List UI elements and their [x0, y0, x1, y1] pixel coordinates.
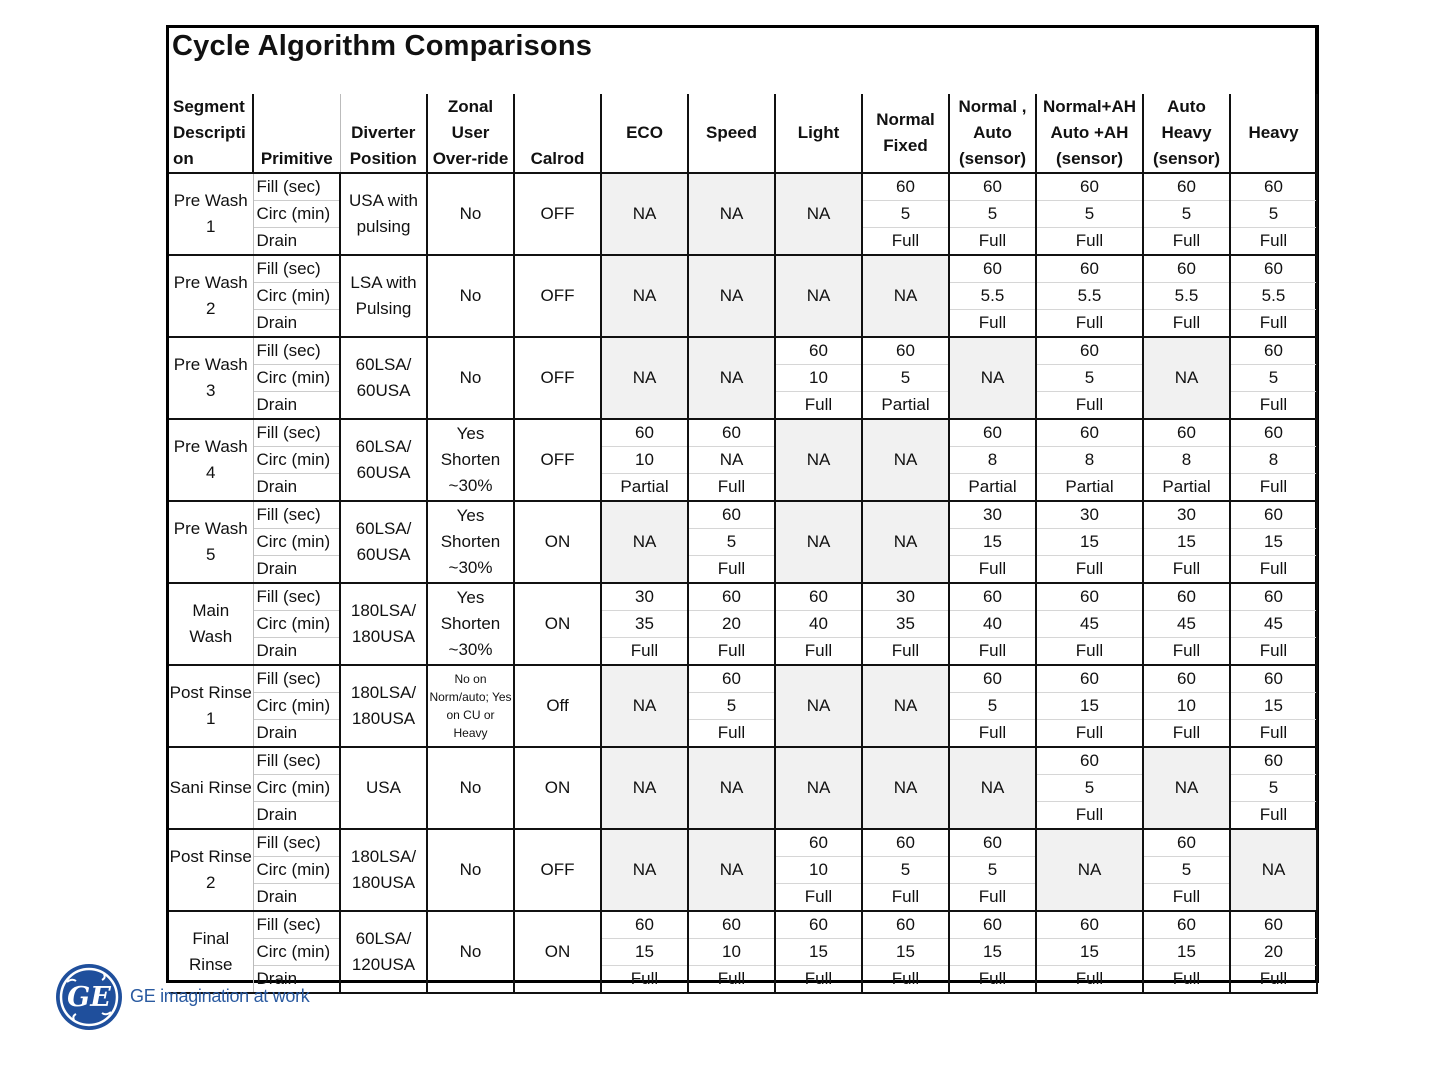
value-cell-auto-heavy: 60 — [1143, 829, 1230, 857]
value-cell-normal-fixed: 5 — [862, 365, 949, 392]
value-cell-auto-heavy: Partial — [1143, 474, 1230, 502]
value-cell-normal-fixed: 30 — [862, 583, 949, 611]
value-cell-heavy: Full — [1230, 720, 1317, 748]
diverter-cell: 180LSA/ 180USA — [340, 665, 427, 747]
value-cell-heavy: 5 — [1230, 201, 1317, 228]
value-cell-auto-heavy: 5.5 — [1143, 283, 1230, 310]
na-cell-light: NA — [775, 665, 862, 747]
value-cell-heavy: Full — [1230, 802, 1317, 830]
na-cell-speed: NA — [688, 255, 775, 337]
value-cell-heavy: 60 — [1230, 173, 1317, 201]
cycle-comparison-table — [169, 94, 1318, 994]
table-row — [169, 583, 1317, 611]
value-cell-normal-auto: Full — [949, 556, 1036, 584]
value-cell-normal-ah: 60 — [1036, 583, 1143, 611]
value-cell-normal-ah: Full — [1036, 228, 1143, 256]
value-cell-light: Full — [775, 966, 862, 994]
value-cell-normal-ah: 60 — [1036, 173, 1143, 201]
diverter-cell: 180LSA/ 180USA — [340, 583, 427, 665]
value-cell-auto-heavy: 60 — [1143, 173, 1230, 201]
value-cell-normal-ah: 5 — [1036, 775, 1143, 802]
value-cell-heavy: Full — [1230, 310, 1317, 338]
primitive-cell: Fill (sec) — [253, 501, 340, 529]
na-cell-normal-ah: NA — [1036, 829, 1143, 911]
primitive-cell: Fill (sec) — [253, 337, 340, 365]
value-cell-normal-auto: Full — [949, 884, 1036, 912]
calrod-cell: OFF — [514, 255, 601, 337]
value-cell-auto-heavy: 60 — [1143, 583, 1230, 611]
value-cell-speed: Full — [688, 638, 775, 666]
primitive-cell: Circ (min) — [253, 201, 340, 228]
calrod-cell: ON — [514, 583, 601, 665]
header-zonal: Zonal User Over-ride — [427, 94, 514, 173]
zonal-cell: No — [427, 173, 514, 255]
value-cell-normal-auto: 8 — [949, 447, 1036, 474]
value-cell-light: 60 — [775, 829, 862, 857]
segment-cell: Sani Rinse — [169, 747, 253, 829]
header-normal-auto: Normal , Auto (sensor) — [949, 94, 1036, 173]
segment-cell: Pre Wash 4 — [169, 419, 253, 501]
value-cell-normal-ah: Full — [1036, 802, 1143, 830]
value-cell-eco: 10 — [601, 447, 688, 474]
header-speed: Speed — [688, 94, 775, 173]
header-diverter: Diverter Position — [340, 94, 427, 173]
value-cell-speed: 5 — [688, 529, 775, 556]
value-cell-auto-heavy: 60 — [1143, 419, 1230, 447]
value-cell-normal-fixed: 15 — [862, 939, 949, 966]
header-heavy: Heavy — [1230, 94, 1317, 173]
diverter-cell: LSA with Pulsing — [340, 255, 427, 337]
value-cell-normal-auto: 5.5 — [949, 283, 1036, 310]
logo-text: GE — [67, 982, 111, 1013]
value-cell-heavy: 5.5 — [1230, 283, 1317, 310]
na-cell-normal-fixed: NA — [862, 501, 949, 583]
calrod-cell: OFF — [514, 337, 601, 419]
value-cell-normal-ah: 5.5 — [1036, 283, 1143, 310]
header-normal-ah: Normal+AH Auto +AH (sensor) — [1036, 94, 1143, 173]
value-cell-normal-ah: Full — [1036, 556, 1143, 584]
primitive-cell: Fill (sec) — [253, 911, 340, 939]
calrod-cell: OFF — [514, 173, 601, 255]
na-cell-normal-fixed: NA — [862, 665, 949, 747]
table-row — [169, 419, 1317, 447]
na-cell-eco: NA — [601, 829, 688, 911]
value-cell-normal-ah: Full — [1036, 966, 1143, 994]
zonal-cell: No — [427, 911, 514, 993]
value-cell-heavy: 60 — [1230, 583, 1317, 611]
primitive-cell: Fill (sec) — [253, 419, 340, 447]
primitive-cell: Circ (min) — [253, 775, 340, 802]
primitive-cell: Drain — [253, 392, 340, 420]
value-cell-normal-ah: 15 — [1036, 939, 1143, 966]
na-cell-light: NA — [775, 419, 862, 501]
na-cell-speed: NA — [688, 173, 775, 255]
na-cell-light: NA — [775, 747, 862, 829]
primitive-cell: Circ (min) — [253, 857, 340, 884]
primitive-cell: Fill (sec) — [253, 747, 340, 775]
value-cell-normal-ah: 60 — [1036, 337, 1143, 365]
value-cell-heavy: Full — [1230, 556, 1317, 584]
value-cell-heavy: 15 — [1230, 693, 1317, 720]
value-cell-normal-auto: 60 — [949, 173, 1036, 201]
value-cell-normal-fixed: Full — [862, 228, 949, 256]
value-cell-speed: Full — [688, 474, 775, 502]
value-cell-normal-auto: 30 — [949, 501, 1036, 529]
table-row — [169, 337, 1317, 365]
value-cell-speed: 60 — [688, 911, 775, 939]
primitive-cell: Circ (min) — [253, 447, 340, 474]
value-cell-auto-heavy: 30 — [1143, 501, 1230, 529]
table-row — [169, 501, 1317, 529]
value-cell-eco: Full — [601, 966, 688, 994]
value-cell-light: 60 — [775, 337, 862, 365]
table-row — [169, 665, 1317, 693]
value-cell-heavy: 60 — [1230, 419, 1317, 447]
value-cell-speed: NA — [688, 447, 775, 474]
table-row — [169, 255, 1317, 283]
value-cell-normal-auto: 15 — [949, 529, 1036, 556]
diverter-cell: 60LSA/ 60USA — [340, 501, 427, 583]
value-cell-normal-ah: 60 — [1036, 747, 1143, 775]
value-cell-light: Full — [775, 392, 862, 420]
value-cell-normal-auto: 40 — [949, 611, 1036, 638]
value-cell-normal-auto: 60 — [949, 255, 1036, 283]
value-cell-normal-auto: Full — [949, 310, 1036, 338]
value-cell-normal-auto: Full — [949, 638, 1036, 666]
na-cell-speed: NA — [688, 747, 775, 829]
value-cell-auto-heavy: 60 — [1143, 911, 1230, 939]
header-auto-heavy: Auto Heavy (sensor) — [1143, 94, 1230, 173]
header-calrod: Calrod — [514, 94, 601, 173]
value-cell-normal-fixed: Full — [862, 884, 949, 912]
value-cell-normal-ah: 60 — [1036, 255, 1143, 283]
table-row — [169, 911, 1317, 939]
table-row — [169, 173, 1317, 201]
value-cell-auto-heavy: 60 — [1143, 255, 1230, 283]
diverter-cell: 60LSA/ 60USA — [340, 337, 427, 419]
value-cell-normal-fixed: 60 — [862, 173, 949, 201]
value-cell-heavy: 5 — [1230, 775, 1317, 802]
value-cell-heavy: 60 — [1230, 501, 1317, 529]
value-cell-auto-heavy: Full — [1143, 966, 1230, 994]
na-cell-eco: NA — [601, 665, 688, 747]
value-cell-normal-ah: 5 — [1036, 365, 1143, 392]
value-cell-heavy: 5 — [1230, 365, 1317, 392]
value-cell-normal-ah: 15 — [1036, 693, 1143, 720]
value-cell-normal-ah: Full — [1036, 720, 1143, 748]
zonal-cell: Yes Shorten ~30% — [427, 583, 514, 665]
segment-cell: Main Wash — [169, 583, 253, 665]
value-cell-normal-auto: 60 — [949, 911, 1036, 939]
value-cell-auto-heavy: 45 — [1143, 611, 1230, 638]
primitive-cell: Circ (min) — [253, 283, 340, 310]
value-cell-normal-fixed: 5 — [862, 201, 949, 228]
segment-cell: Pre Wash 5 — [169, 501, 253, 583]
value-cell-eco: 60 — [601, 911, 688, 939]
na-cell-eco: NA — [601, 255, 688, 337]
value-cell-normal-auto: 5 — [949, 201, 1036, 228]
segment-cell: Pre Wash 2 — [169, 255, 253, 337]
value-cell-auto-heavy: 60 — [1143, 665, 1230, 693]
diverter-cell: 60LSA/ 120USA — [340, 911, 427, 993]
value-cell-normal-auto: 5 — [949, 857, 1036, 884]
value-cell-light: 10 — [775, 857, 862, 884]
value-cell-heavy: Full — [1230, 392, 1317, 420]
primitive-cell: Drain — [253, 638, 340, 666]
header-primitive: Primitive — [253, 94, 340, 173]
primitive-cell: Drain — [253, 966, 340, 994]
primitive-cell: Fill (sec) — [253, 665, 340, 693]
value-cell-eco: 30 — [601, 583, 688, 611]
calrod-cell: ON — [514, 911, 601, 993]
primitive-cell: Drain — [253, 310, 340, 338]
value-cell-heavy: 60 — [1230, 747, 1317, 775]
value-cell-normal-ah: Full — [1036, 638, 1143, 666]
calrod-cell: ON — [514, 747, 601, 829]
primitive-cell: Fill (sec) — [253, 829, 340, 857]
na-cell-heavy: NA — [1230, 829, 1317, 911]
header-normal-fixed: Normal Fixed — [862, 94, 949, 173]
header-row — [169, 94, 1317, 173]
calrod-cell: OFF — [514, 829, 601, 911]
value-cell-normal-ah: 5 — [1036, 201, 1143, 228]
value-cell-normal-ah: 45 — [1036, 611, 1143, 638]
value-cell-normal-auto: 5 — [949, 693, 1036, 720]
value-cell-normal-auto: 60 — [949, 829, 1036, 857]
value-cell-normal-fixed: Partial — [862, 392, 949, 420]
primitive-cell: Drain — [253, 474, 340, 502]
value-cell-speed: Full — [688, 556, 775, 584]
value-cell-auto-heavy: 5 — [1143, 201, 1230, 228]
value-cell-heavy: Full — [1230, 966, 1317, 994]
segment-cell: Pre Wash 3 — [169, 337, 253, 419]
value-cell-auto-heavy: 8 — [1143, 447, 1230, 474]
value-cell-normal-auto: Full — [949, 966, 1036, 994]
zonal-cell: Yes Shorten ~30% — [427, 419, 514, 501]
diverter-cell: 180LSA/ 180USA — [340, 829, 427, 911]
primitive-cell: Drain — [253, 556, 340, 584]
value-cell-heavy: Full — [1230, 474, 1317, 502]
primitive-cell: Fill (sec) — [253, 583, 340, 611]
value-cell-heavy: 60 — [1230, 911, 1317, 939]
value-cell-light: Full — [775, 884, 862, 912]
zonal-cell: No on Norm/auto; Yes on CU or Heavy — [427, 665, 514, 747]
value-cell-speed: 60 — [688, 583, 775, 611]
primitive-cell: Drain — [253, 228, 340, 256]
value-cell-normal-auto: 60 — [949, 419, 1036, 447]
value-cell-heavy: 60 — [1230, 665, 1317, 693]
na-cell-normal-auto: NA — [949, 337, 1036, 419]
value-cell-speed: 20 — [688, 611, 775, 638]
value-cell-eco: 35 — [601, 611, 688, 638]
header-eco: ECO — [601, 94, 688, 173]
na-cell-eco: NA — [601, 337, 688, 419]
tagline: GE imagination at work — [130, 986, 310, 1006]
na-cell-eco: NA — [601, 173, 688, 255]
value-cell-light: 10 — [775, 365, 862, 392]
value-cell-eco: 15 — [601, 939, 688, 966]
value-cell-speed: Full — [688, 720, 775, 748]
value-cell-normal-ah: 60 — [1036, 665, 1143, 693]
header-segment: Segment Descripti on — [169, 94, 253, 173]
value-cell-light: 15 — [775, 939, 862, 966]
value-cell-auto-heavy: 10 — [1143, 693, 1230, 720]
value-cell-eco: 60 — [601, 419, 688, 447]
table-row — [169, 829, 1317, 857]
value-cell-heavy: 15 — [1230, 529, 1317, 556]
primitive-cell: Drain — [253, 884, 340, 912]
value-cell-speed: Full — [688, 966, 775, 994]
na-cell-eco: NA — [601, 501, 688, 583]
value-cell-normal-fixed: 60 — [862, 911, 949, 939]
segment-cell: Pre Wash 1 — [169, 173, 253, 255]
value-cell-heavy: 8 — [1230, 447, 1317, 474]
diverter-cell: USA — [340, 747, 427, 829]
ge-logo-icon — [54, 962, 124, 1032]
calrod-cell: OFF — [514, 419, 601, 501]
value-cell-normal-auto: Partial — [949, 474, 1036, 502]
na-cell-speed: NA — [688, 829, 775, 911]
primitive-cell: Circ (min) — [253, 611, 340, 638]
value-cell-speed: 60 — [688, 665, 775, 693]
calrod-cell: Off — [514, 665, 601, 747]
zonal-cell: No — [427, 255, 514, 337]
value-cell-light: 60 — [775, 583, 862, 611]
value-cell-normal-ah: 30 — [1036, 501, 1143, 529]
na-cell-auto-heavy: NA — [1143, 337, 1230, 419]
value-cell-heavy: 60 — [1230, 337, 1317, 365]
segment-cell: Post Rinse 1 — [169, 665, 253, 747]
value-cell-light: 40 — [775, 611, 862, 638]
value-cell-light: Full — [775, 638, 862, 666]
value-cell-normal-fixed: Full — [862, 638, 949, 666]
value-cell-auto-heavy: Full — [1143, 228, 1230, 256]
value-cell-speed: 60 — [688, 501, 775, 529]
value-cell-heavy: Full — [1230, 228, 1317, 256]
na-cell-light: NA — [775, 501, 862, 583]
na-cell-normal-fixed: NA — [862, 747, 949, 829]
zonal-cell: No — [427, 747, 514, 829]
value-cell-heavy: 45 — [1230, 611, 1317, 638]
na-cell-auto-heavy: NA — [1143, 747, 1230, 829]
value-cell-normal-auto: Full — [949, 720, 1036, 748]
value-cell-speed: 60 — [688, 419, 775, 447]
value-cell-auto-heavy: Full — [1143, 720, 1230, 748]
value-cell-light: 60 — [775, 911, 862, 939]
value-cell-heavy: 20 — [1230, 939, 1317, 966]
value-cell-auto-heavy: Full — [1143, 310, 1230, 338]
na-cell-eco: NA — [601, 747, 688, 829]
value-cell-eco: Partial — [601, 474, 688, 502]
value-cell-normal-ah: 15 — [1036, 529, 1143, 556]
value-cell-normal-fixed: 60 — [862, 337, 949, 365]
primitive-cell: Fill (sec) — [253, 173, 340, 201]
value-cell-normal-auto: 15 — [949, 939, 1036, 966]
value-cell-normal-auto: 60 — [949, 583, 1036, 611]
value-cell-normal-fixed: Full — [862, 966, 949, 994]
value-cell-speed: 5 — [688, 693, 775, 720]
value-cell-normal-fixed: 5 — [862, 857, 949, 884]
diverter-cell: 60LSA/ 60USA — [340, 419, 427, 501]
header-light: Light — [775, 94, 862, 173]
primitive-cell: Circ (min) — [253, 529, 340, 556]
na-cell-normal-fixed: NA — [862, 255, 949, 337]
na-cell-light: NA — [775, 173, 862, 255]
segment-cell: Post Rinse 2 — [169, 829, 253, 911]
value-cell-auto-heavy: 5 — [1143, 857, 1230, 884]
table-row — [169, 747, 1317, 775]
zonal-cell: No — [427, 829, 514, 911]
value-cell-speed: 10 — [688, 939, 775, 966]
na-cell-normal-fixed: NA — [862, 419, 949, 501]
value-cell-heavy: Full — [1230, 638, 1317, 666]
na-cell-light: NA — [775, 255, 862, 337]
diverter-cell: USA with pulsing — [340, 173, 427, 255]
na-cell-speed: NA — [688, 337, 775, 419]
primitive-cell: Circ (min) — [253, 939, 340, 966]
value-cell-normal-ah: 60 — [1036, 911, 1143, 939]
value-cell-normal-ah: Full — [1036, 392, 1143, 420]
value-cell-auto-heavy: Full — [1143, 638, 1230, 666]
value-cell-normal-ah: Full — [1036, 310, 1143, 338]
na-cell-normal-auto: NA — [949, 747, 1036, 829]
primitive-cell: Circ (min) — [253, 693, 340, 720]
zonal-cell: Yes Shorten ~30% — [427, 501, 514, 583]
value-cell-normal-auto: 60 — [949, 665, 1036, 693]
calrod-cell: ON — [514, 501, 601, 583]
value-cell-auto-heavy: 15 — [1143, 939, 1230, 966]
primitive-cell: Drain — [253, 720, 340, 748]
primitive-cell: Fill (sec) — [253, 255, 340, 283]
value-cell-normal-ah: Partial — [1036, 474, 1143, 502]
page-title: Cycle Algorithm Comparisons — [172, 30, 593, 62]
value-cell-auto-heavy: 15 — [1143, 529, 1230, 556]
value-cell-heavy: 60 — [1230, 255, 1317, 283]
value-cell-normal-fixed: 60 — [862, 829, 949, 857]
zonal-cell: No — [427, 337, 514, 419]
value-cell-normal-ah: 8 — [1036, 447, 1143, 474]
primitive-cell: Circ (min) — [253, 365, 340, 392]
value-cell-eco: Full — [601, 638, 688, 666]
primitive-cell: Drain — [253, 802, 340, 830]
value-cell-auto-heavy: Full — [1143, 556, 1230, 584]
segment-cell: Final Rinse — [169, 911, 253, 993]
value-cell-auto-heavy: Full — [1143, 884, 1230, 912]
value-cell-normal-auto: Full — [949, 228, 1036, 256]
value-cell-normal-ah: 60 — [1036, 419, 1143, 447]
value-cell-normal-fixed: 35 — [862, 611, 949, 638]
